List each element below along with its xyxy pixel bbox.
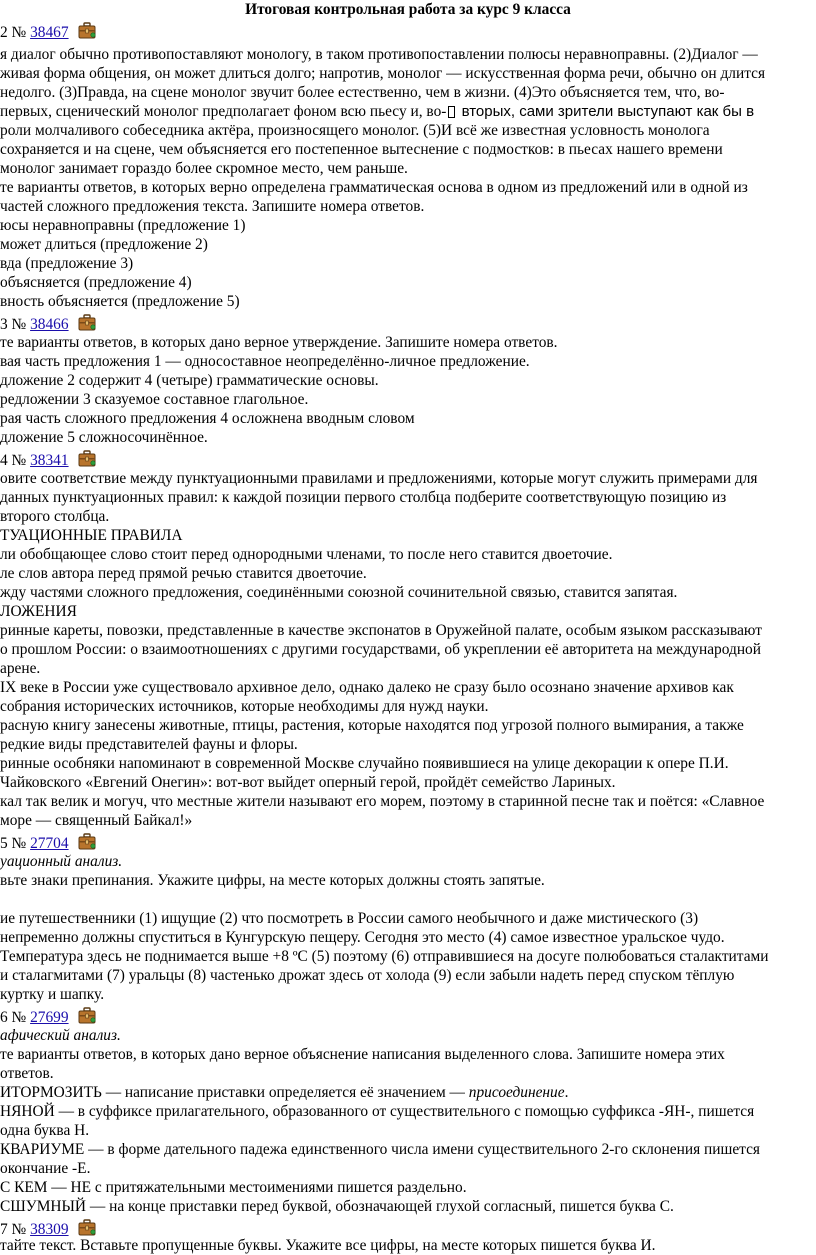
text-line: объясняется (предложение 4) [0, 274, 192, 291]
text-segment: . [564, 1084, 569, 1101]
text-line: редкие виды представителей фауны и флоры. [0, 736, 298, 753]
text-line: рая часть сложного предложения 4 осложнена вводным словом [0, 410, 415, 427]
text-line: расную книгу занесены животные, птицы, растения, которые находятся под угрозой полного вымирания, а также [0, 717, 744, 734]
text-line: данных пунктуационных правил: к каждой позиции первого столбца подберите соответствующую позицию из [0, 489, 727, 506]
task-number-prefix: 2 № [0, 24, 31, 41]
text-line: дложение 2 содержит 4 (четыре) грамматические основы. [0, 372, 379, 389]
briefcase-icon[interactable] [78, 314, 96, 331]
text-line: ответов. [0, 1065, 54, 1082]
text-line: ТУАЦИОННЫЕ ПРАВИЛА [0, 527, 183, 544]
text-line: ли обобщающее слово стоит перед однородными членами, то после него ставится двоеточие. [0, 546, 613, 563]
text-line: С КЕМ — НЕ с притяжательными местоимениями пишется раздельно. [0, 1179, 467, 1196]
text-line: арене. [0, 660, 41, 677]
text-line: жду частями сложного предложения, соединёнными союзной сочинительной связью, ставится запятая. [0, 584, 678, 601]
text-line: уационный анализ. [0, 853, 123, 870]
task-link[interactable]: 27704 [30, 835, 69, 852]
text-line: живая форма общения, он может длиться долго; напротив, монолог — искусственная форма речи, обычно он длится [0, 65, 766, 82]
task-header [0, 833, 96, 853]
text-line: ле слов автора перед прямой речью ставится двоеточие. [0, 565, 367, 582]
text-line: я диалог обычно противопоставляют монологу, в таком противопоставлении полюсы неравноправны. (2)Диалог — [0, 46, 758, 63]
text-line: афический анализ. [0, 1027, 121, 1044]
text-line: и сталагмитами (7) уральцы (8) частенько дрожат здесь от холода (9) если забыли надеть перед спуском тёплую [0, 967, 735, 984]
task-link[interactable]: 38309 [30, 1221, 69, 1238]
text-line: монолог занимает гораздо более скромное место, чем раньше. [0, 160, 408, 177]
text-line: второго столбца. [0, 508, 110, 525]
missing-glyph-box [448, 106, 455, 118]
text-segment-sans: вторых, сами зрители выступают как бы в [457, 103, 755, 120]
task-header [0, 314, 96, 334]
task-header [0, 450, 96, 470]
task-link[interactable]: 38466 [30, 316, 69, 333]
text-line: непременно должны спуститься в Кунгурскую пещеру. Сегодня это место (4) самое известное уральское чудо. [0, 929, 725, 946]
italic-term: присоединение [468, 1084, 565, 1101]
text-line: редложении 3 сказуемое составное глагольное. [0, 391, 309, 408]
page-title: Итоговая контрольная работа за курс 9 класса [245, 1, 571, 18]
text-line: те варианты ответов, в которых верно определена грамматическая основа в одном из предложений или в одной из [0, 179, 748, 196]
text-segment: ИТОРМОЗИТЬ — написание приставки определяется её значением — [0, 1084, 469, 1101]
text-line: тайте текст. Вставьте пропущенные буквы. Укажите все цифры, на месте которых пишется буква И. [0, 1237, 656, 1254]
text-line: море — священный Байкал!» [0, 812, 193, 829]
text-line: СШУМНЫЙ — на конце приставки перед буквой, обозначающей глухой согласный, пишется буква С. [0, 1198, 674, 1215]
briefcase-icon[interactable] [78, 22, 96, 39]
task-number-prefix: 5 № [0, 835, 31, 852]
text-line: НЯНОЙ — в суффиксе прилагательного, образованного от существительного с помощью суффикса -ЯН-, пишется [0, 1103, 755, 1120]
text-line: ринные кареты, повозки, представленные в качестве экспонатов в Оружейной палате, особым языком рассказывают [0, 622, 762, 639]
text-line: вая часть предложения 1 — односоставное неопределённо-личное предложение. [0, 353, 530, 370]
text-line: может длиться (предложение 2) [0, 236, 208, 253]
text-line: вда (предложение 3) [0, 255, 134, 272]
briefcase-icon[interactable] [78, 1007, 96, 1024]
text-line: овите соответствие между пунктуационными правилами и предложениями, которые могут служить примерами для [0, 470, 758, 487]
briefcase-icon[interactable] [78, 450, 96, 467]
task-link[interactable]: 38341 [30, 452, 69, 469]
task-number-prefix: 7 № [0, 1221, 31, 1238]
text-line: частей сложного предложения текста. Запишите номера ответов. [0, 198, 425, 215]
briefcase-icon[interactable] [78, 833, 96, 850]
briefcase-icon[interactable] [78, 1219, 96, 1236]
task-link[interactable]: 38467 [30, 24, 69, 41]
text-line: ринные особняки напоминают в современной Москве случайно появившиеся на улице декорации к опере П.И. [0, 755, 729, 772]
task-header [0, 22, 96, 42]
text-line: кал так велик и могуч, что местные жители называют его морем, поэтому в старинной песне так и поётся: «Славное [0, 793, 765, 810]
text-line: дложение 5 сложносочинённое. [0, 429, 208, 446]
text-line: роли молчаливого собеседника актёра, произносящего монолог. (5)И всё же известная условность монолога [0, 122, 710, 139]
task-header [0, 1219, 96, 1239]
text-line: юсы неравноправны (предложение 1) [0, 217, 246, 234]
text-line: окончание -Е. [0, 1160, 91, 1177]
text-line: ие путешественники (1) ищущие (2) что посмотреть в России самого необычного и даже мистического (3) [0, 910, 699, 927]
text-line [0, 1084, 568, 1102]
task-number-prefix: 4 № [0, 452, 31, 469]
text-line: вность объясняется (предложение 5) [0, 293, 240, 310]
task-number-prefix: 6 № [0, 1009, 31, 1026]
text-line: вьте знаки препинания. Укажите цифры, на месте которых должны стоять запятые. [0, 872, 545, 889]
text-line: куртку и шапку. [0, 986, 105, 1003]
text-line: о прошлом России: о взаимоотношениях с другими государствами, об укреплении её авторитета на международной [0, 641, 761, 658]
text-line: Температура здесь не поднимается выше +8 ºС (5) поэтому (6) отправившиеся на досуге полюбоваться сталактитами [0, 948, 769, 965]
text-line [0, 103, 754, 121]
text-segment: первых, сценический монолог предполагает фоном всю пьесу и, во- [0, 103, 447, 120]
text-line: недолго. (3)Правда, на сцене монолог звучит более естественно, чем в жизни. (4)Это объясняется тем, что, во- [0, 84, 725, 101]
text-line: те варианты ответов, в которых дано верное утверждение. Запишите номера ответов. [0, 334, 558, 351]
text-line: собрания исторических источников, которые необходимы для нужд науки. [0, 698, 489, 715]
text-line: ЛОЖЕНИЯ [0, 603, 77, 620]
task-link[interactable]: 27699 [30, 1009, 69, 1026]
text-line: те варианты ответов, в которых дано верное объяснение написания выделенного слова. Запишите номера этих [0, 1046, 725, 1063]
text-line: сохраняется и на сцене, чем объясняется его постепенное вытеснение с подмостков: в пьесах нашего времени [0, 141, 723, 158]
task-number-prefix: 3 № [0, 316, 31, 333]
text-line: Чайковского «Евгений Онегин»: вот-вот выйдет оперный герой, пройдёт семейство Лариных. [0, 774, 616, 791]
task-header [0, 1007, 96, 1027]
text-line: IX веке в России уже существовало архивное дело, однако далеко не сразу было осознано значение архивов как [0, 679, 734, 696]
text-line: одна буква Н. [0, 1122, 90, 1139]
text-line: КВАРИУМЕ — в форме дательного падежа единственного числа имени существительного 2-го склонения пишется [0, 1141, 761, 1158]
